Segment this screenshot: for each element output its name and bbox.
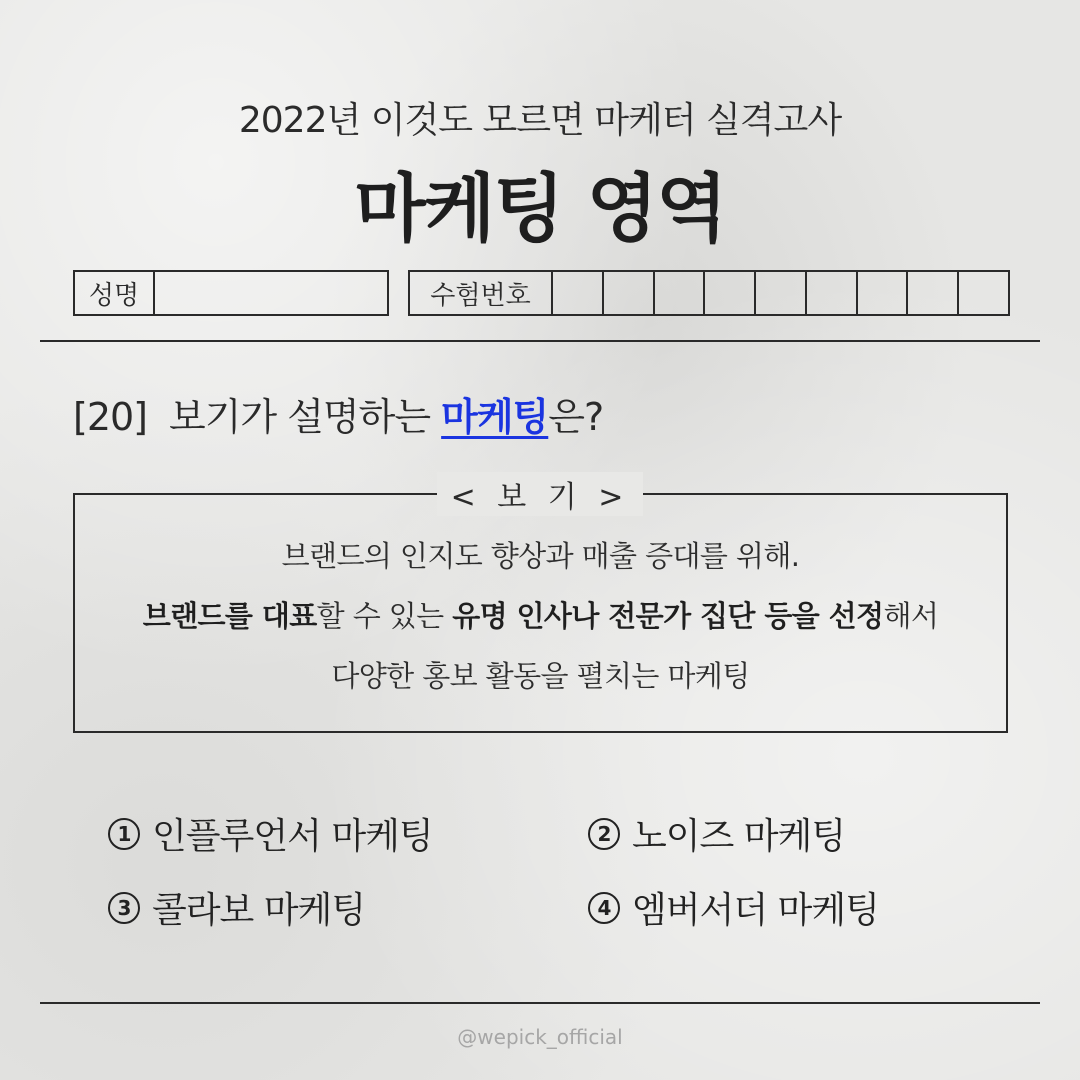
circled-number-3: 3 — [108, 892, 140, 924]
top-divider — [40, 340, 1040, 342]
circled-number-4: 4 — [588, 892, 620, 924]
choice-1-text: 인플루언서 마케팅 — [152, 816, 433, 857]
bogi-bold-1: 브랜드를 대표 — [142, 599, 317, 633]
exam-number-digit-cell[interactable] — [959, 272, 1008, 314]
question-number: [20] — [73, 395, 148, 439]
choice-2-text: 노이즈 마케팅 — [632, 816, 846, 857]
exam-number-digit-cell[interactable] — [553, 272, 604, 314]
bogi-line-3: 다양한 홍보 활동을 펼치는 마케팅 — [331, 659, 750, 693]
choice-4-text: 엠버서더 마케팅 — [632, 890, 879, 931]
exam-number-label: 수험번호 — [410, 272, 553, 314]
name-field-box — [73, 270, 389, 316]
page-title: 마케팅 영역 — [354, 166, 726, 252]
account-handle: @wepick_official — [457, 1025, 623, 1049]
choice-1[interactable] — [108, 808, 433, 859]
bogi-label — [0, 472, 1080, 516]
bottom-divider — [40, 1002, 1040, 1004]
name-label: 성명 — [75, 272, 155, 314]
exam-number-digit-cell[interactable] — [858, 272, 909, 314]
exam-subtitle: 2022년 이것도 모르면 마케터 실격고사 — [238, 100, 842, 141]
bogi-text-2: 해서 — [883, 599, 939, 633]
bogi-label-text: < 보 기 > — [437, 472, 644, 516]
bogi-line-2 — [73, 594, 1008, 635]
question-text-end: 은? — [548, 395, 604, 439]
name-input-area[interactable] — [155, 272, 387, 314]
question — [73, 386, 603, 441]
exam-number-digit-cell[interactable] — [756, 272, 807, 314]
choice-2[interactable] — [588, 808, 845, 859]
circled-number-2: 2 — [588, 818, 620, 850]
exam-number-digit-cell[interactable] — [655, 272, 706, 314]
exam-number-digit-cell[interactable] — [604, 272, 655, 314]
question-highlight: 마케팅 — [441, 395, 549, 439]
bogi-text-1: 할 수 있는 — [316, 599, 453, 633]
bogi-bold-2: 유명 인사나 전문가 집단 등을 선정 — [452, 599, 884, 633]
choice-3[interactable] — [108, 882, 365, 933]
question-text: 보기가 설명하는 — [169, 395, 442, 439]
circled-number-1: 1 — [108, 818, 140, 850]
choice-4[interactable] — [588, 882, 879, 933]
choice-3-text: 콜라보 마케팅 — [152, 890, 366, 931]
exam-number-digit-cell[interactable] — [807, 272, 858, 314]
exam-number-field-box — [408, 270, 1010, 316]
bogi-line-1: 브랜드의 인지도 향상과 매출 증대를 위해. — [281, 539, 800, 573]
exam-number-digit-cell[interactable] — [705, 272, 756, 314]
exam-number-digit-cell[interactable] — [908, 272, 959, 314]
